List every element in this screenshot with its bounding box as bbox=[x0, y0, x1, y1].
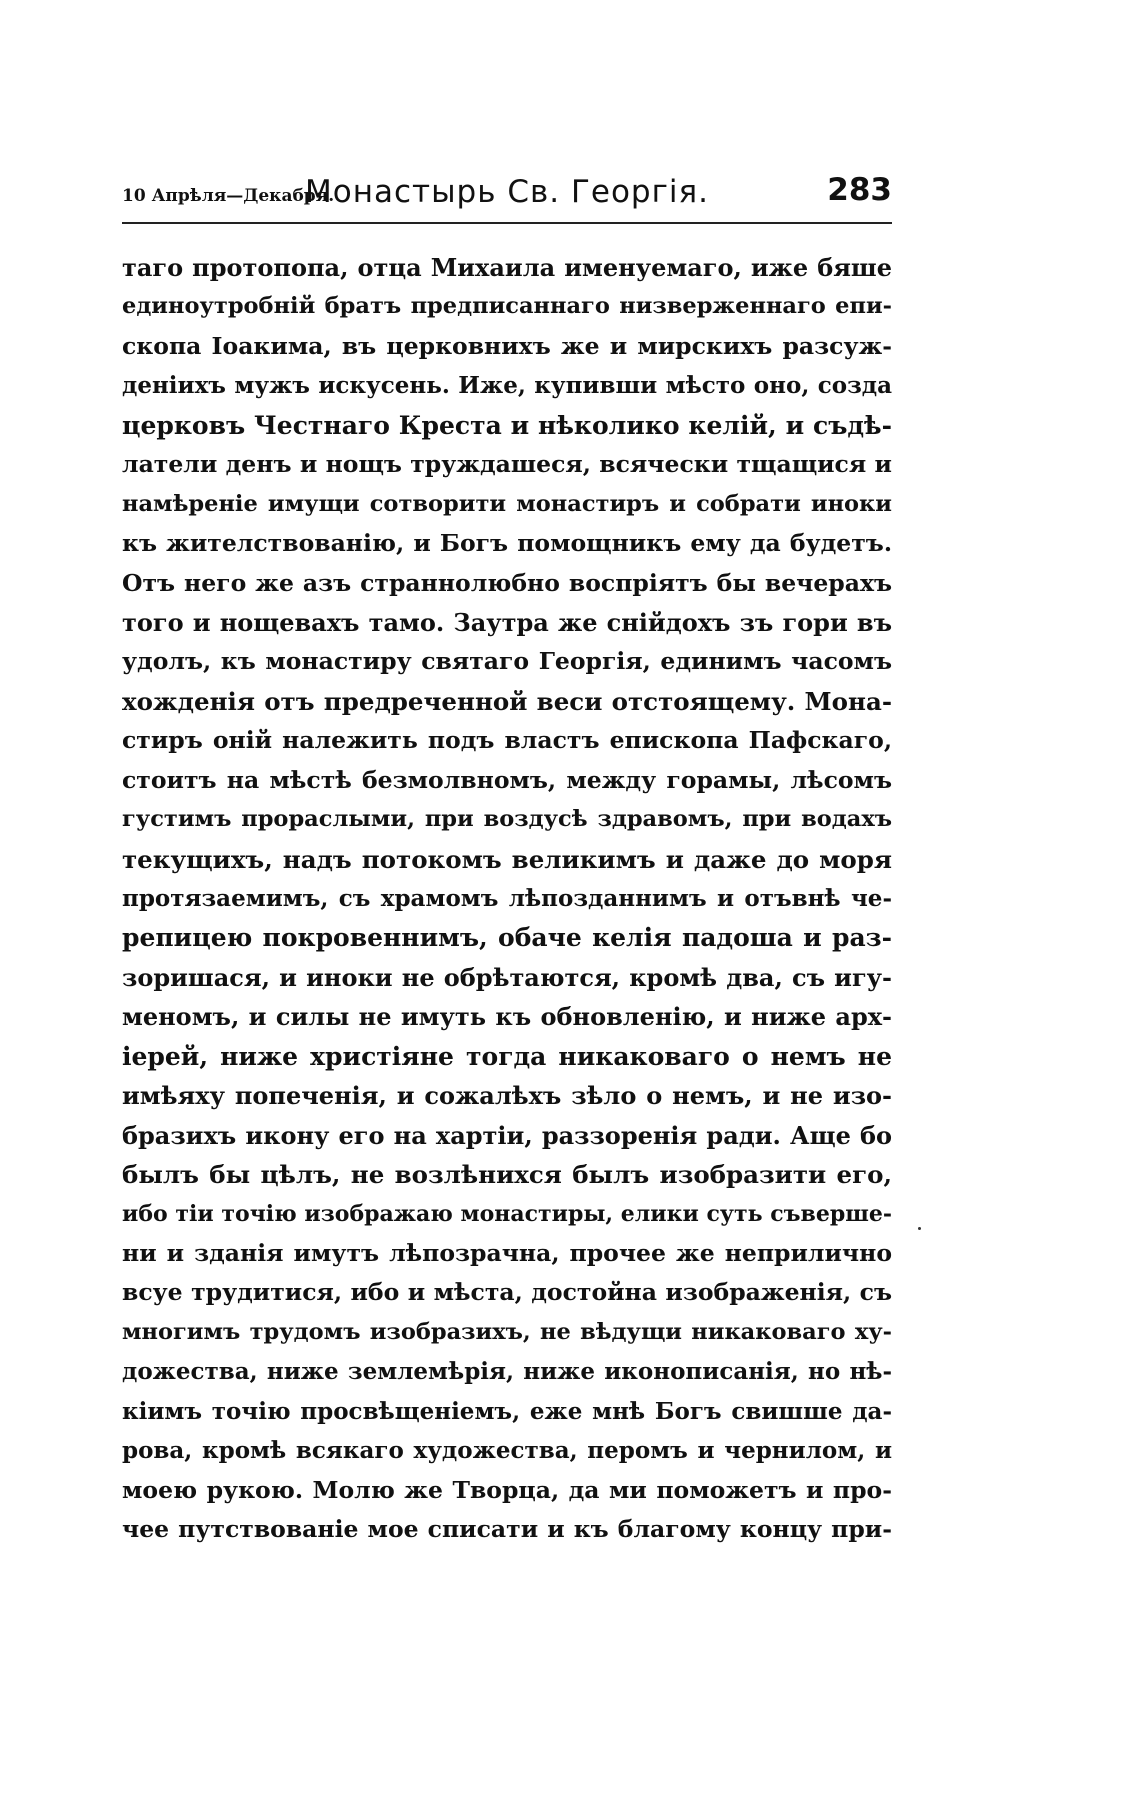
text-line: стоитъ на мѣстѣ безмолвномъ, между горамы, лѣсомъ bbox=[122, 765, 892, 794]
header-rule bbox=[122, 222, 892, 224]
text-line: кіимъ точію просвѣщеніемъ, еже мнѣ Богъ свишше да- bbox=[122, 1397, 892, 1425]
text-line: густимъ прораслыми, при воздусѣ здравомъ, при водахъ bbox=[122, 806, 892, 833]
text-line: рова, кромѣ всякаго художества, перомъ и чернилом, и bbox=[122, 1437, 892, 1465]
text-line: таго протопопа, отца Михаила именуемаго, иже бяше bbox=[122, 253, 892, 282]
text-line: стиръ оній належить подъ властъ епископа Пафскаго, bbox=[122, 726, 892, 755]
text-line: чее путствованіе мое списати и къ благому концу при- bbox=[122, 1515, 892, 1543]
text-line: къ жителствованію, и Богъ помощникъ ему да будетъ. bbox=[122, 529, 892, 558]
text-line: дожества, ниже землемѣрія, ниже иконописанія, но нѣ- bbox=[122, 1358, 892, 1386]
text-line: удолъ, къ монастиру святаго Георгія, единимъ часомъ bbox=[122, 647, 892, 676]
text-line: имѣяху попеченія, и сожалѣхъ зѣло о немъ, и не изо- bbox=[122, 1081, 892, 1111]
print-speck bbox=[918, 1227, 921, 1230]
text-line: многимъ трудомъ изобразихъ, не вѣдущи никаковаго ху- bbox=[122, 1318, 892, 1345]
text-line: меномъ, и силы не имуть къ обновленію, и ниже арх- bbox=[122, 1002, 892, 1032]
text-line: всуе трудитися, ибо и мѣста, достойна изображенія, съ bbox=[122, 1278, 892, 1307]
running-head bbox=[122, 172, 892, 214]
body-text bbox=[122, 248, 892, 1549]
text-line: хожденія отъ предреченной веси отстоящему. Мона- bbox=[122, 686, 892, 716]
running-head-title: Монастырь Св. Георгія. bbox=[304, 174, 709, 210]
text-line: единоутробній братъ предписаннаго низверженнаго епи- bbox=[122, 293, 892, 320]
text-line: зоришася, и иноки не обрѣтаются, кромѣ два, съ игу- bbox=[122, 962, 892, 992]
text-line: репицею покровеннимъ, обаче келія падоша и раз- bbox=[122, 923, 892, 953]
text-line: бразихъ икону его на хартіи, раззоренія ради. Аще бо bbox=[122, 1120, 892, 1150]
text-line: латели денъ и нощъ труждашеся, всячески тщащися и bbox=[122, 450, 892, 479]
text-line: протязаемимъ, съ храмомъ лѣпозданнимъ и отъвнѣ че- bbox=[122, 885, 892, 912]
text-line: іерей, ниже христіяне тогда никаковаго о немъ не bbox=[122, 1041, 892, 1071]
text-line: того и нощевахъ тамо. Заутра же снійдохъ зъ гори въ bbox=[122, 607, 892, 637]
text-line: ни и зданія имутъ лѣпозрачна, прочее же неприлично bbox=[122, 1238, 892, 1267]
text-line: церковъ Честнаго Креста и нѣколико келій, и съдѣ- bbox=[122, 410, 892, 440]
text-line: деніихъ мужъ искусень. Иже, купивши мѣсто оно, созда bbox=[122, 372, 892, 400]
text-line: моею рукою. Молю же Творца, да ми поможетъ и про- bbox=[122, 1475, 892, 1504]
text-line: былъ бы цѣлъ, не возлѣнихся былъ изобразити его, bbox=[122, 1160, 892, 1190]
text-line: Отъ него же азъ страннолюбно воспріятъ бы вечерахъ bbox=[122, 568, 892, 597]
text-line: намѣреніе имущи сотворити монастиръ и собрати иноки bbox=[122, 490, 892, 517]
text-line: ибо тіи точію изображаю монастиры, елики суть съверше- bbox=[122, 1200, 892, 1227]
text-line: текущихъ, надъ потокомъ великимъ и даже до моря bbox=[122, 844, 892, 874]
text-line: скопа Іоакима, въ церковнихъ же и мирскихъ разсуж- bbox=[122, 331, 892, 360]
page-number: 283 bbox=[827, 172, 892, 208]
running-head-dates: 10 Апрѣля—Декабря. bbox=[122, 186, 335, 206]
